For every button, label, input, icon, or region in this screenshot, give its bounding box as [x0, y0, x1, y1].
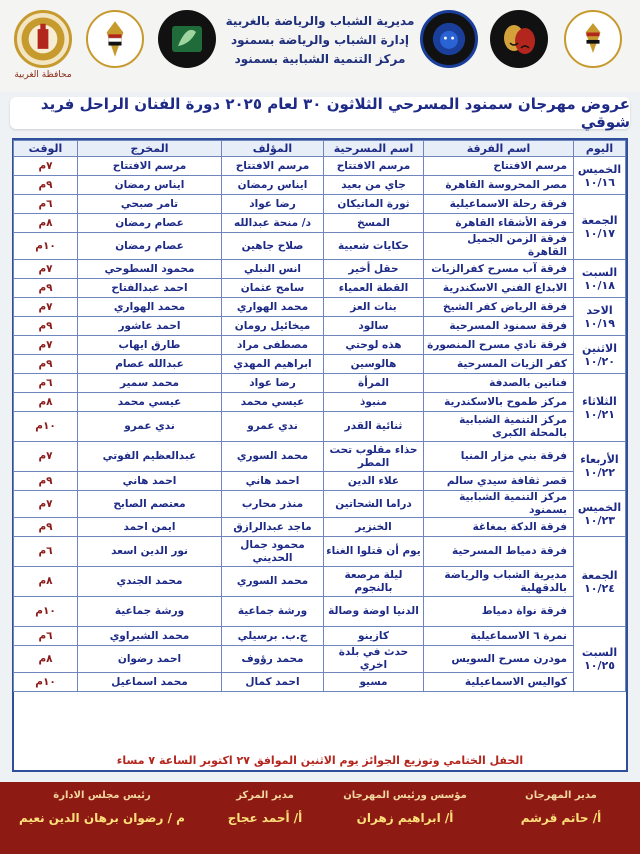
- time-cell: ٧م: [14, 298, 78, 317]
- festival-title: عروض مهرجان سمنود المسرحي الثلاثون ٣٠ لعام ٢٠٢٥ دورة الفنان الراحل فريد شوقي: [10, 97, 630, 129]
- ministry-youth-logo: [564, 10, 622, 68]
- director-cell: ندي عمرو: [78, 412, 222, 442]
- table-row: [14, 627, 626, 646]
- youth-center-logo: [158, 10, 216, 68]
- table-row: [14, 195, 626, 214]
- staff-name: أ/ أحمد عجاج: [227, 811, 303, 825]
- table-row: [14, 537, 626, 567]
- director-cell: احمد رضوان: [78, 646, 222, 673]
- play-cell: سالود: [324, 317, 424, 336]
- troupe-cell: مديرية الشباب والرياضة بالدقهلية: [424, 567, 574, 597]
- play-cell: ثورة الماتيكان: [324, 195, 424, 214]
- org-line-1: مديرية الشباب والرياضة بالغربية: [225, 14, 415, 28]
- table-row: [14, 491, 626, 518]
- table-row: [14, 442, 626, 472]
- director-cell: محمود السطوحي: [78, 260, 222, 279]
- author-cell: محمد رؤوف: [222, 646, 324, 673]
- time-cell: ٨م: [14, 567, 78, 597]
- ministry-emblem-icon: [566, 12, 620, 66]
- play-cell: الدنيا اوضة وصالة: [324, 597, 424, 627]
- day-cell: الجمعة ١٠/١٧: [574, 195, 626, 260]
- author-cell: احمد هاني: [222, 472, 324, 491]
- staff-festival-director: [486, 790, 636, 825]
- director-cell: عصام رمضان: [78, 214, 222, 233]
- time-cell: ٦م: [14, 195, 78, 214]
- day-cell: الخميس ١٠/١٦: [574, 157, 626, 195]
- org-line-2: إدارة الشباب والرياضة بسمنود: [231, 33, 409, 47]
- column-header: اليوم: [574, 141, 626, 157]
- author-cell: رضا عواد: [222, 195, 324, 214]
- director-cell: محمد اسماعيل: [78, 673, 222, 692]
- time-cell: ٦م: [14, 374, 78, 393]
- time-cell: ٩م: [14, 176, 78, 195]
- troupe-cell: فرقة الرياض كفر الشيخ: [424, 298, 574, 317]
- author-cell: محمد السوري: [222, 442, 324, 472]
- author-cell: احمد كمال: [222, 673, 324, 692]
- play-cell: ليلة مرصعة بالنجوم: [324, 567, 424, 597]
- table-row: [14, 317, 626, 336]
- table-row: [14, 646, 626, 673]
- director-cell: محمد الهواري: [78, 298, 222, 317]
- table-row: [14, 355, 626, 374]
- director-cell: محمد سمير: [78, 374, 222, 393]
- play-cell: حذاء مقلوب تحت المطر: [324, 442, 424, 472]
- troupe-cell: فرقة سمنود المسرحية: [424, 317, 574, 336]
- author-cell: د/ منحة عبدالله: [222, 214, 324, 233]
- play-cell: كازينو: [324, 627, 424, 646]
- director-cell: عيسي محمد: [78, 393, 222, 412]
- table-row: [14, 374, 626, 393]
- table-row: [14, 472, 626, 491]
- day-cell: الاحد ١٠/١٩: [574, 298, 626, 336]
- table-row: [14, 412, 626, 442]
- day-cell: الثلاثاء ١٠/٢١: [574, 374, 626, 442]
- troupe-cell: فرقة نواة دمياط: [424, 597, 574, 627]
- director-cell: احمد عبدالفتاح: [78, 279, 222, 298]
- author-cell: مصطفى مراد: [222, 336, 324, 355]
- director-cell: ايناس رمضان: [78, 176, 222, 195]
- director-cell: عبدالعظيم الفوتي: [78, 442, 222, 472]
- time-cell: ٧م: [14, 491, 78, 518]
- schedule-table-container: [12, 138, 628, 772]
- director-cell: طارق ايهاب: [78, 336, 222, 355]
- troupe-cell: فرقة نادي مسرح المنصورة: [424, 336, 574, 355]
- author-cell: محمود جمال الحديني: [222, 537, 324, 567]
- director-cell: عبدالله عصام: [78, 355, 222, 374]
- play-cell: جاي من بعيد: [324, 176, 424, 195]
- play-cell: هذه لوحتي: [324, 336, 424, 355]
- author-cell: محمد الهواري: [222, 298, 324, 317]
- author-cell: ابراهيم المهدي: [222, 355, 324, 374]
- organization-lines: [220, 12, 420, 69]
- staff-board-chairman: [14, 790, 190, 825]
- author-cell: سامح عثمان: [222, 279, 324, 298]
- author-cell: ايناس رمضان: [222, 176, 324, 195]
- gear-emblem-icon: [17, 13, 69, 65]
- author-cell: مرسم الافتتاح: [222, 157, 324, 176]
- director-cell: ايمن احمد: [78, 518, 222, 537]
- time-cell: ١٠م: [14, 597, 78, 627]
- author-cell: صلاح جاهين: [222, 233, 324, 260]
- staff-name: أ/ ابراهيم زهران: [356, 811, 454, 825]
- play-cell: حقل أخير: [324, 260, 424, 279]
- author-cell: منذر محارب: [222, 491, 324, 518]
- governorate-caption: محافظة الغربية: [14, 70, 72, 80]
- author-cell: انس النبلي: [222, 260, 324, 279]
- play-cell: دراما الشحاتين: [324, 491, 424, 518]
- play-cell: مسيو: [324, 673, 424, 692]
- play-cell: الخنزير: [324, 518, 424, 537]
- org-line-3: مركز التنمية الشبابية بسمنود: [234, 52, 406, 66]
- day-cell: الاثنين ١٠/٢٠: [574, 336, 626, 374]
- troupe-cell: فرقة الأشقاء القاهرة: [424, 214, 574, 233]
- play-cell: القطة العمياء: [324, 279, 424, 298]
- troupe-cell: كفر الزيات المسرحية: [424, 355, 574, 374]
- author-cell: ميخائيل رومان: [222, 317, 324, 336]
- troupe-cell: فرقة الزمن الجميل القاهرة: [424, 233, 574, 260]
- table-row: [14, 260, 626, 279]
- day-cell: الخميس ١٠/٢٣: [574, 491, 626, 537]
- day-cell: الأربعاء ١٠/٢٢: [574, 442, 626, 491]
- director-cell: معتصم الصابح: [78, 491, 222, 518]
- table-row: [14, 233, 626, 260]
- staff-center-director: [190, 790, 340, 825]
- play-cell: بنات العز: [324, 298, 424, 317]
- time-cell: ٧م: [14, 442, 78, 472]
- staff-role: مدير المركز: [236, 790, 294, 801]
- director-cell: تامر صبحي: [78, 195, 222, 214]
- time-cell: ٨م: [14, 393, 78, 412]
- time-cell: ٦م: [14, 627, 78, 646]
- day-cell: الجمعة ١٠/٢٤: [574, 537, 626, 627]
- play-cell: المرأة: [324, 374, 424, 393]
- author-cell: ماجد عبدالرازق: [222, 518, 324, 537]
- director-cell: نور الدين اسعد: [78, 537, 222, 567]
- time-cell: ١٠م: [14, 412, 78, 442]
- time-cell: ٩م: [14, 472, 78, 491]
- author-cell: ندي عمرو: [222, 412, 324, 442]
- director-cell: محمد الجندي: [78, 567, 222, 597]
- troupe-cell: نمرة ٦ الاسماعيلية: [424, 627, 574, 646]
- table-row: [14, 567, 626, 597]
- column-header: الوقت: [14, 141, 78, 157]
- theater-masks-logo: [490, 10, 548, 68]
- author-cell: محمد السوري: [222, 567, 324, 597]
- troupe-cell: فرقة آب مسرح كفرالزيات: [424, 260, 574, 279]
- table-row: [14, 298, 626, 317]
- time-cell: ٧م: [14, 336, 78, 355]
- director-cell: احمد عاشور: [78, 317, 222, 336]
- table-row: [14, 336, 626, 355]
- closing-ceremony-note: الحفل الختامي وتوزيع الجوائز يوم الاثنين الموافق ٢٧ اكتوبر الساعة ٧ مساء: [116, 754, 524, 767]
- staff-name: أ/ حاتم قرشم: [520, 811, 602, 825]
- table-row: [14, 393, 626, 412]
- gharbia-governorate-logo: [14, 10, 72, 68]
- staff-founder: [330, 790, 480, 825]
- egypt-eagle-logo: [86, 10, 144, 68]
- author-cell: ج.ب. برسيلي: [222, 627, 324, 646]
- day-cell: السبت ١٠/٢٥: [574, 627, 626, 692]
- author-cell: رضا عواد: [222, 374, 324, 393]
- eagle-icon: [88, 12, 142, 66]
- time-cell: ٧م: [14, 157, 78, 176]
- festival-lion-logo: [420, 10, 478, 68]
- table-row: [14, 597, 626, 627]
- troupe-cell: مركز التنمية الشبابية بسمنود: [424, 491, 574, 518]
- play-cell: المسخ: [324, 214, 424, 233]
- troupe-cell: قصر ثقافة سيدي سالم: [424, 472, 574, 491]
- staff-role: رئيس مجلس الادارة: [53, 790, 151, 801]
- table-row: [14, 279, 626, 298]
- time-cell: ١٠م: [14, 673, 78, 692]
- troupe-cell: مركز التنمية الشبابية بالمحلة الكبرى: [424, 412, 574, 442]
- table-row: [14, 518, 626, 537]
- play-cell: حدث في بلدة اخري: [324, 646, 424, 673]
- time-cell: ١٠م: [14, 233, 78, 260]
- column-header: المؤلف: [222, 141, 324, 157]
- staff-role: مدير المهرجان: [525, 790, 597, 801]
- author-cell: ورشة جماعية: [222, 597, 324, 627]
- day-cell: السبت ١٠/١٨: [574, 260, 626, 298]
- play-cell: حكايات شعبية: [324, 233, 424, 260]
- time-cell: ٦م: [14, 537, 78, 567]
- troupe-cell: فرقة دمياط المسرحية: [424, 537, 574, 567]
- director-cell: محمد الشيراوي: [78, 627, 222, 646]
- table-row: [14, 214, 626, 233]
- troupe-cell: فرقة بني مزار المنيا: [424, 442, 574, 472]
- troupe-cell: الابداع الفني الاسكندرية: [424, 279, 574, 298]
- director-cell: عصام رمضان: [78, 233, 222, 260]
- staff-name: م / رضوان برهان الدين نعيم: [19, 811, 185, 825]
- play-cell: علاء الدين: [324, 472, 424, 491]
- schedule-table: [13, 140, 626, 692]
- time-cell: ٨م: [14, 214, 78, 233]
- time-cell: ٩م: [14, 279, 78, 298]
- author-cell: عيسي محمد: [222, 393, 324, 412]
- column-header: المخرج: [78, 141, 222, 157]
- table-row: [14, 673, 626, 692]
- table-row: [14, 157, 626, 176]
- director-cell: ورشة جماعية: [78, 597, 222, 627]
- troupe-cell: مرسم الافتتاح: [424, 157, 574, 176]
- play-cell: منبوذ: [324, 393, 424, 412]
- play-cell: مرسم الافتتاح: [324, 157, 424, 176]
- troupe-cell: فرقة رحلة الاسماعيلية: [424, 195, 574, 214]
- play-cell: ثنائية القدر: [324, 412, 424, 442]
- table-row: [14, 176, 626, 195]
- time-cell: ٧م: [14, 260, 78, 279]
- schedule-body: [14, 157, 626, 692]
- play-cell: يوم أن قتلوا الغناء: [324, 537, 424, 567]
- troupe-cell: فرقة الدكة بمغاغة: [424, 518, 574, 537]
- time-cell: ٨م: [14, 646, 78, 673]
- time-cell: ٩م: [14, 518, 78, 537]
- troupe-cell: مركز طموح بالاسكندرية: [424, 393, 574, 412]
- play-cell: هالوسين: [324, 355, 424, 374]
- column-header: اسم المسرحية: [324, 141, 424, 157]
- table-header-row: [14, 141, 626, 157]
- troupe-cell: مصر المحروسة القاهرة: [424, 176, 574, 195]
- troupe-cell: مودرن مسرح السويس: [424, 646, 574, 673]
- lion-icon: [423, 13, 475, 65]
- director-cell: مرسم الافتتاح: [78, 157, 222, 176]
- troupe-cell: كواليس الاسماعيلية: [424, 673, 574, 692]
- staff-role: مؤسس ورئيس المهرجان: [343, 790, 467, 801]
- time-cell: ٩م: [14, 355, 78, 374]
- troupe-cell: فنانين بالصدفة: [424, 374, 574, 393]
- director-cell: احمد هاني: [78, 472, 222, 491]
- theater-masks-icon: [490, 10, 548, 68]
- time-cell: ٩م: [14, 317, 78, 336]
- column-header: اسم الفرقة: [424, 141, 574, 157]
- leaf-icon: [158, 10, 216, 68]
